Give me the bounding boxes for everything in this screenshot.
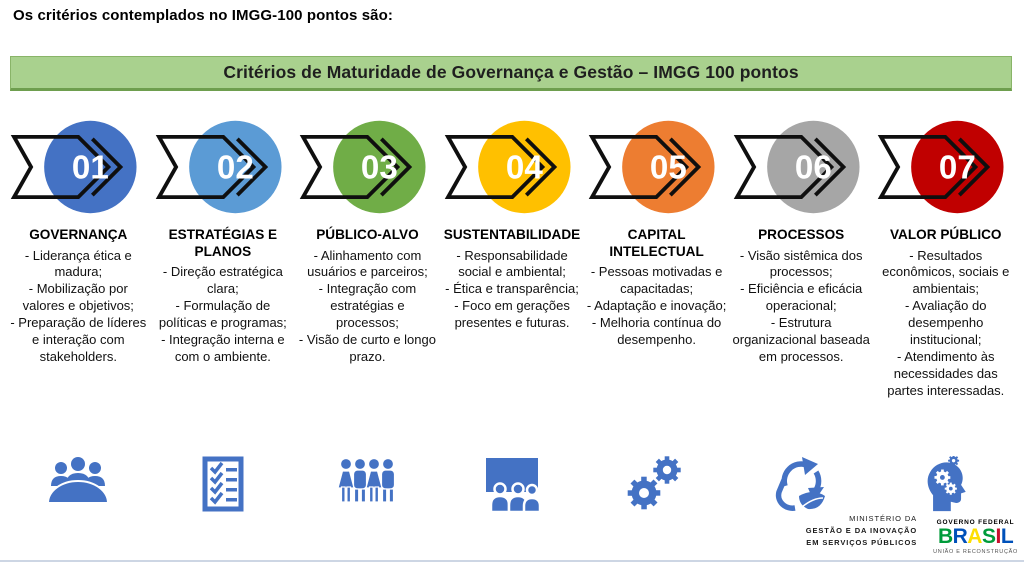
govbr-logo	[933, 519, 1018, 555]
step-number: 05	[650, 149, 688, 187]
criterion-icon	[6, 456, 151, 512]
gears-icon	[627, 456, 687, 512]
ministry-line2: GESTÃO E DA INOVAÇÃO	[805, 526, 918, 535]
criterion-icon	[729, 456, 874, 512]
criterion-icon	[440, 456, 585, 512]
criterion-title: VALOR PÚBLICO	[889, 227, 1002, 242]
criterion-icon	[151, 456, 296, 512]
banner	[10, 56, 1012, 91]
bullet-line: - Formulação de políticas e programas;	[158, 297, 287, 330]
criterion-title: SUSTENTABILIDADE	[443, 227, 581, 242]
bullet-line: - Foco em gerações presentes e futuras.	[454, 298, 570, 331]
criterion-column	[584, 114, 729, 554]
criterion-bullets	[586, 264, 727, 348]
bullet-line: - Preparação de líderes e interação com stakeholders.	[10, 315, 147, 364]
step-chevron-graphic	[153, 114, 294, 220]
step-number: 06	[794, 149, 832, 187]
brasil-letter: L	[1000, 524, 1014, 548]
checklist-icon	[201, 456, 245, 512]
step-number: 03	[361, 149, 398, 187]
brasil-letter: B	[937, 524, 953, 548]
criterion-icon	[584, 456, 729, 512]
brasil-letter: S	[981, 524, 996, 548]
bullet-line: - Eficiência e eficácia operacional;	[740, 281, 863, 314]
bullet-line: - Direção estratégica clara;	[162, 264, 283, 297]
bottom-divider	[0, 560, 1024, 562]
step-chevron-graphic	[442, 114, 583, 220]
step-chevron-graphic	[875, 114, 1016, 220]
criterion-title: PÚBLICO-ALVO	[316, 227, 419, 242]
ministry-logo	[806, 513, 917, 549]
page-heading: Os critérios contemplados no IMGG-100 pontos são:	[13, 7, 393, 24]
criterion-column	[295, 114, 440, 554]
bullet-line: - Integração interna e com o ambiente.	[161, 331, 285, 364]
bullet-line: - Adaptação e inovação;	[586, 297, 727, 313]
bullet-line: - Visão sistêmica dos processos;	[739, 247, 863, 280]
step-number: 01	[71, 149, 109, 187]
criterion-bullets	[875, 248, 1016, 400]
criterion-column	[440, 114, 585, 554]
banner-title: Critérios de Maturidade de Governança e Gestão – IMGG 100 pontos	[223, 62, 799, 82]
criterion-title: GOVERNANÇA	[29, 227, 128, 242]
criterion-title: CAPITAL INTELECTUAL	[609, 227, 704, 259]
criterion-bullets	[297, 248, 438, 366]
brasil-letter: R	[952, 524, 968, 548]
head-gears-icon	[920, 456, 972, 512]
step-number: 04	[505, 149, 543, 187]
criterion-column	[729, 114, 874, 554]
bullet-line: - Liderança ética e madura;	[24, 247, 132, 280]
step-number: 07	[939, 149, 977, 187]
criterion-title: PROCESSOS	[758, 227, 845, 242]
criterion-bullets	[731, 248, 872, 366]
brasil-letter: I	[995, 524, 1001, 548]
govbr-tagline: UNIÃO E RECONSTRUÇÃO	[933, 549, 1018, 555]
bullet-line: - Pessoas motivadas e capacitadas;	[590, 264, 723, 297]
bullet-line: - Atendimento às necessidades das partes interessadas.	[887, 348, 1005, 398]
criterion-bullets	[442, 248, 583, 332]
bullet-line: - Integração com estratégias e processos;	[318, 281, 417, 331]
ministry-line3: EM SERVIÇOS PÚBLICOS	[806, 538, 918, 547]
bullet-line: - Visão de curto e longo prazo.	[298, 332, 436, 364]
step-chevron-graphic	[731, 114, 872, 220]
criterion-title: ESTRATÉGIAS E PLANOS	[168, 227, 278, 259]
footer-logos	[806, 513, 1018, 555]
criterion-column	[873, 114, 1018, 554]
brasil-wordmark	[933, 526, 1018, 548]
people-group-icon	[335, 456, 399, 512]
criterion-icon	[295, 456, 440, 512]
criterion-bullets	[153, 264, 294, 365]
bullet-line: - Responsabilidade social e ambiental;	[456, 247, 568, 280]
criterion-column	[151, 114, 296, 554]
bullet-line: - Ética e transparência;	[445, 281, 579, 297]
criterion-bullets	[8, 248, 149, 366]
brasil-letter: A	[967, 524, 982, 548]
step-chevron-graphic	[297, 114, 438, 220]
bullet-line: - Estrutura organizacional baseada em processos.	[732, 315, 870, 364]
recycle-leaf-icon	[771, 456, 831, 512]
bullet-line: - Avaliação do desempenho institucional;	[905, 298, 987, 348]
step-chevron-graphic	[8, 114, 149, 220]
ministry-line1: MINISTÉRIO DA	[849, 514, 918, 523]
bullet-line: - Resultados econômicos, sociais e ambientais;	[882, 247, 1010, 297]
criterion-icon	[873, 456, 1018, 512]
presentation-icon	[480, 456, 544, 512]
bullet-line: - Alinhamento com usuários e parceiros;	[307, 247, 428, 280]
step-chevron-graphic	[586, 114, 727, 220]
criterion-column	[6, 114, 151, 554]
bullet-line: - Mobilização por valores e objetivos;	[22, 281, 134, 314]
meeting-icon	[46, 456, 110, 512]
bullet-line: - Melhoria contínua do desempenho.	[591, 314, 722, 347]
governo-federal-label: GOVERNO FEDERAL	[936, 518, 1015, 526]
criteria-columns	[6, 114, 1018, 554]
step-number: 02	[216, 149, 254, 187]
